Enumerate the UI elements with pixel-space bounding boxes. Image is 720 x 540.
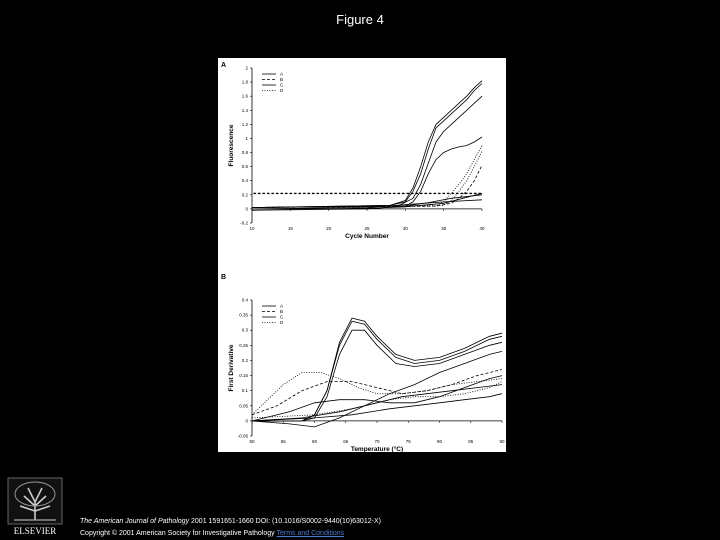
panel-b-x-tick-label: 85: [468, 439, 474, 444]
panel-a-x-axis-label: Cycle Number: [345, 233, 389, 240]
panel-b-y-tick-label: 0: [245, 418, 248, 424]
panel-a-chart: [228, 66, 485, 241]
panel-a-y-tick-label: 1.8: [241, 79, 248, 85]
elsevier-wordmark: ELSEVIER: [13, 526, 57, 536]
panel-b-series-line: [252, 373, 502, 415]
panel-b-series-line: [252, 394, 502, 421]
panel-a-x-tick-label: 15: [287, 226, 293, 231]
figure-image: [218, 58, 506, 452]
journal-name: The American Journal of Pathology: [80, 518, 190, 525]
citation: [80, 518, 381, 525]
panel-b-series-line: [252, 318, 502, 421]
panel-b-y-tick-label: 0.15: [239, 373, 248, 379]
panel-a-y-tick-label: 1.4: [241, 107, 248, 113]
panel-label-a: A: [221, 62, 227, 69]
panel-b-x-tick-label: 65: [343, 439, 349, 444]
panel-b-x-tick-label: 70: [374, 439, 380, 444]
citation-details: 2001 1591651-1660 DOI: (10.1016/S0002-9440(10)63012-X): [189, 518, 381, 525]
panel-b-x-tick-label: 75: [405, 439, 411, 444]
panel-b-y-axis-label: First Derivative: [228, 344, 235, 392]
panel-a-y-tick-label: 1: [245, 135, 248, 141]
panel-b-legend-label: D: [280, 320, 284, 325]
panel-a-x-tick-label: 25: [364, 226, 370, 231]
panel-b-y-tick-label: 0.2: [241, 357, 248, 363]
panel-a-series-line: [252, 137, 482, 208]
panel-a-y-tick-label: 0.4: [241, 178, 248, 184]
figure-svg: [218, 58, 506, 452]
panel-a-x-tick-label: 30: [402, 226, 408, 231]
panel-a-y-tick-label: 2: [245, 65, 248, 71]
panel-b-series-line: [252, 370, 502, 415]
panel-b-series-line: [252, 330, 502, 421]
panel-b-x-axis-label: Temperature (°C): [350, 446, 404, 452]
panel-a-y-tick-label: 0.8: [241, 150, 248, 156]
panel-a-legend-label: D: [280, 88, 284, 93]
panel-a-series-line: [252, 165, 482, 207]
panel-a-y-tick-label: 0: [245, 206, 248, 212]
copyright-text: Copyright © 2001 American Society for Investigative Pathology: [80, 530, 275, 537]
panel-a-y-tick-label: 0.6: [241, 164, 248, 170]
panel-a-y-tick-label: -0.2: [240, 220, 248, 226]
panel-b-legend-label: C: [280, 314, 284, 320]
panel-a-series-line: [252, 146, 482, 208]
panel-b-y-tick-label: 0.05: [239, 403, 248, 409]
panel-b-x-tick-label: 50: [249, 439, 255, 444]
panel-b-legend-label: A: [280, 303, 284, 309]
panel-a-legend-label: B: [280, 77, 284, 82]
panel-b-y-tick-label: 0.25: [239, 342, 248, 348]
panel-b-y-tick-label: 0.1: [241, 388, 248, 394]
panel-a-y-tick-label: 1.2: [241, 121, 248, 127]
panel-a-legend-label: C: [280, 82, 284, 88]
panel-b-y-tick-label: -0.05: [237, 433, 248, 439]
panel-label-b: B: [221, 274, 227, 281]
panel-a-series-line: [252, 84, 482, 208]
terms-and-conditions-link[interactable]: Terms and Conditions: [276, 530, 345, 537]
panel-a-series-line: [252, 96, 482, 207]
panel-b-x-tick-label: 80: [436, 439, 443, 444]
panel-a-x-tick-label: 35: [441, 226, 447, 231]
copyright-line: [80, 530, 344, 537]
elsevier-logo: [6, 476, 64, 538]
panel-a-y-tick-label: 1.6: [241, 93, 248, 99]
panel-a-x-tick-label: 40: [479, 226, 485, 231]
panel-a-x-tick-label: 10: [249, 226, 255, 231]
panel-a-legend-label: A: [280, 71, 284, 77]
figure-title: Figure 4: [336, 12, 384, 27]
panel-b-chart: [228, 298, 505, 453]
panel-b-y-tick-label: 0.35: [239, 312, 248, 318]
panel-a-y-axis-label: Fluorescence: [228, 124, 235, 167]
panel-a-x-tick-label: 20: [326, 226, 332, 231]
panel-b-legend-label: B: [280, 309, 284, 314]
panel-a-y-tick-label: 0.2: [241, 192, 248, 198]
panel-b-series-line: [252, 385, 502, 421]
panel-b-x-tick-label: 60: [311, 439, 318, 444]
panel-b-x-tick-label: 55: [280, 439, 286, 444]
panel-b-y-tick-label: 0.4: [241, 297, 248, 303]
panel-b-x-tick-label: 90: [499, 439, 505, 444]
panel-a-series-line: [252, 81, 482, 208]
panel-b-y-tick-label: 0.3: [241, 327, 248, 333]
